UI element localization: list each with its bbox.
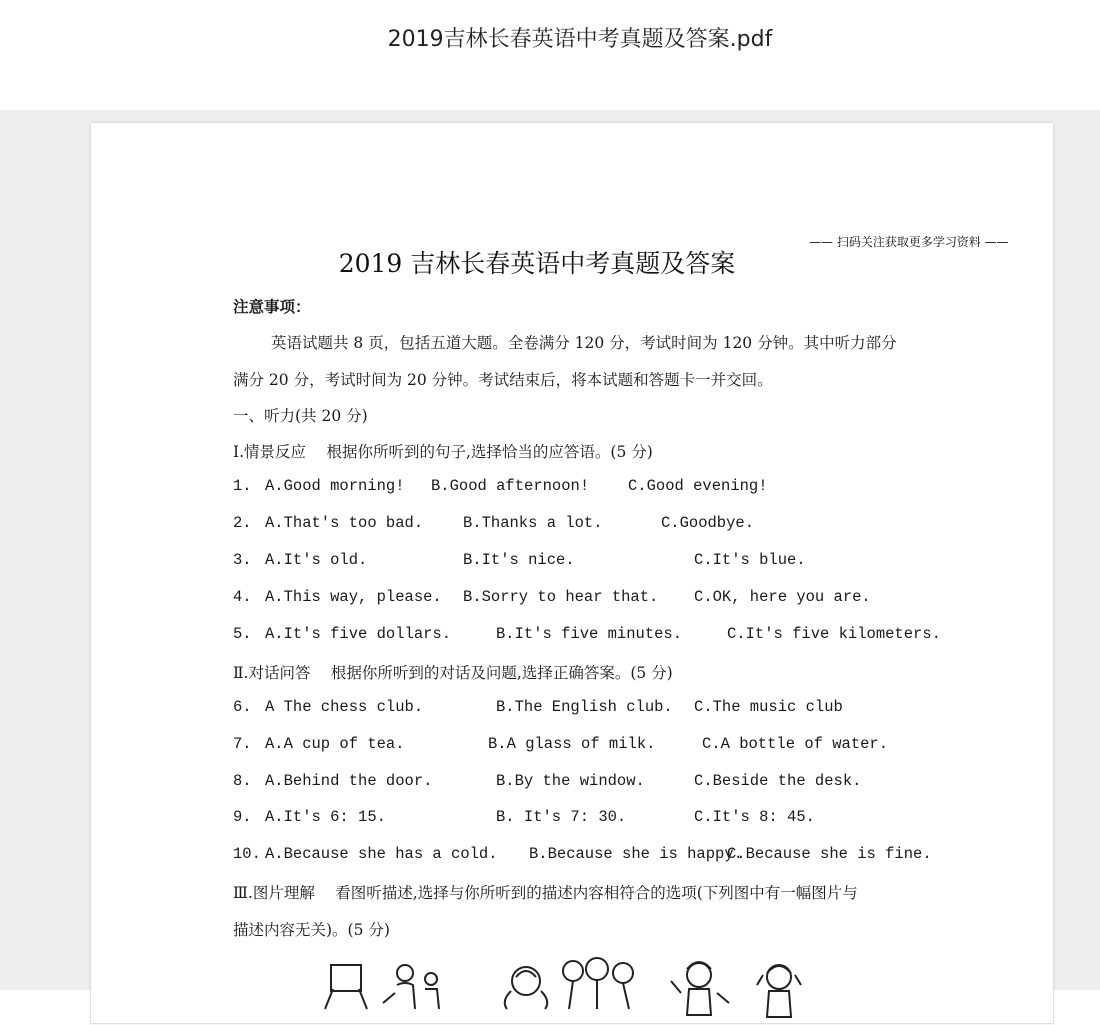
option-a: A.Good morning!	[265, 477, 405, 495]
option-c: C.The music club	[694, 698, 843, 716]
watermark-text: —— 扫码关注获取更多学习资料 ——	[809, 235, 1009, 249]
picture-strip	[311, 945, 831, 1025]
option-c: C.OK, here you are.	[694, 588, 871, 606]
notice-heading: 注意事项：	[233, 297, 311, 316]
option-b: B. It's 7: 30.	[496, 808, 627, 826]
option-b: B.A glass of milk.	[488, 735, 656, 753]
option-c: C.It's blue.	[694, 551, 806, 569]
document-title: 2019 吉林长春英语中考真题及答案	[338, 249, 736, 278]
option-a: A.This way, please.	[265, 588, 442, 606]
option-c: C.Goodbye.	[661, 514, 755, 532]
question-row	[91, 588, 1053, 612]
question-number: 8.	[233, 772, 252, 790]
file-header	[0, 0, 1100, 110]
question-number: 9.	[233, 808, 252, 826]
option-b: B.Sorry to hear that.	[463, 588, 659, 606]
option-b: B.Good afternoon!	[431, 477, 590, 495]
question-number: 1.	[233, 477, 252, 495]
option-b: B.By the window.	[496, 772, 645, 790]
notice-line-2: 满分 20 分，考试时间为 20 分钟。考试结束后，将本试题和答题卡一并交回。	[233, 371, 773, 389]
question-number: 2.	[233, 514, 252, 532]
question-number: 5.	[233, 625, 252, 643]
option-a: A.Because she has a cold.	[265, 845, 498, 863]
option-c: C.Because she is fine.	[727, 845, 932, 863]
part-3-heading-line-1: Ⅲ.图片理解 看图听描述,选择与你所听到的描述内容相符合的选项(下列图中有一幅图片与	[233, 884, 858, 902]
option-c: C.Good evening!	[628, 477, 768, 495]
option-b: B.It's nice.	[463, 551, 575, 569]
option-c: C.It's five kilometers.	[727, 625, 941, 643]
part-1-heading: Ⅰ.情景反应 根据你所听到的句子,选择恰当的应答语。(5 分)	[233, 443, 653, 461]
part-2-heading: Ⅱ.对话问答 根据你所听到的对话及问题,选择正确答案。(5 分)	[233, 664, 673, 682]
picture-flowers-illustration	[505, 958, 633, 1009]
question-row	[91, 514, 1053, 538]
section-listening: 一、听力(共 20 分)	[233, 407, 368, 425]
file-name: 2019吉林长春英语中考真题及答案.pdf	[387, 27, 773, 52]
question-row	[91, 808, 1053, 832]
question-number: 7.	[233, 735, 252, 753]
question-row	[91, 845, 1053, 869]
question-row	[91, 625, 1053, 649]
picture-classroom-illustration	[325, 965, 439, 1009]
option-b: B.Thanks a lot.	[463, 514, 603, 532]
option-a: A.A cup of tea.	[265, 735, 405, 753]
option-b: B.The English club.	[496, 698, 673, 716]
question-number: 6.	[233, 698, 252, 716]
option-a: A The chess club.	[265, 698, 424, 716]
option-c: C.It's 8: 45.	[694, 808, 815, 826]
question-row	[91, 772, 1053, 796]
question-number: 4.	[233, 588, 252, 606]
option-a: A.It's 6: 15.	[265, 808, 386, 826]
option-a: A.It's old.	[265, 551, 368, 569]
notice-line-1: 英语试题共 8 页，包括五道大题。全卷满分 120 分，考试时间为 120 分钟。其中听力部分	[271, 334, 897, 352]
question-row	[91, 698, 1053, 722]
option-a: A.That's too bad.	[265, 514, 424, 532]
question-row	[91, 735, 1053, 759]
question-row	[91, 551, 1053, 575]
option-a: A.It's five dollars.	[265, 625, 452, 643]
option-b: B.It's five minutes.	[496, 625, 683, 643]
question-number: 3.	[233, 551, 252, 569]
part-3-heading-line-2: 描述内容无关)。(5 分)	[233, 921, 390, 939]
question-row	[91, 477, 1053, 501]
option-b: B.Because she is happy.	[529, 845, 743, 863]
question-number: 10.	[233, 845, 261, 863]
option-c: C.Beside the desk.	[694, 772, 862, 790]
option-a: A.Behind the door.	[265, 772, 433, 790]
option-c: C.A bottle of water.	[702, 735, 889, 753]
pdf-page	[90, 122, 1054, 1024]
